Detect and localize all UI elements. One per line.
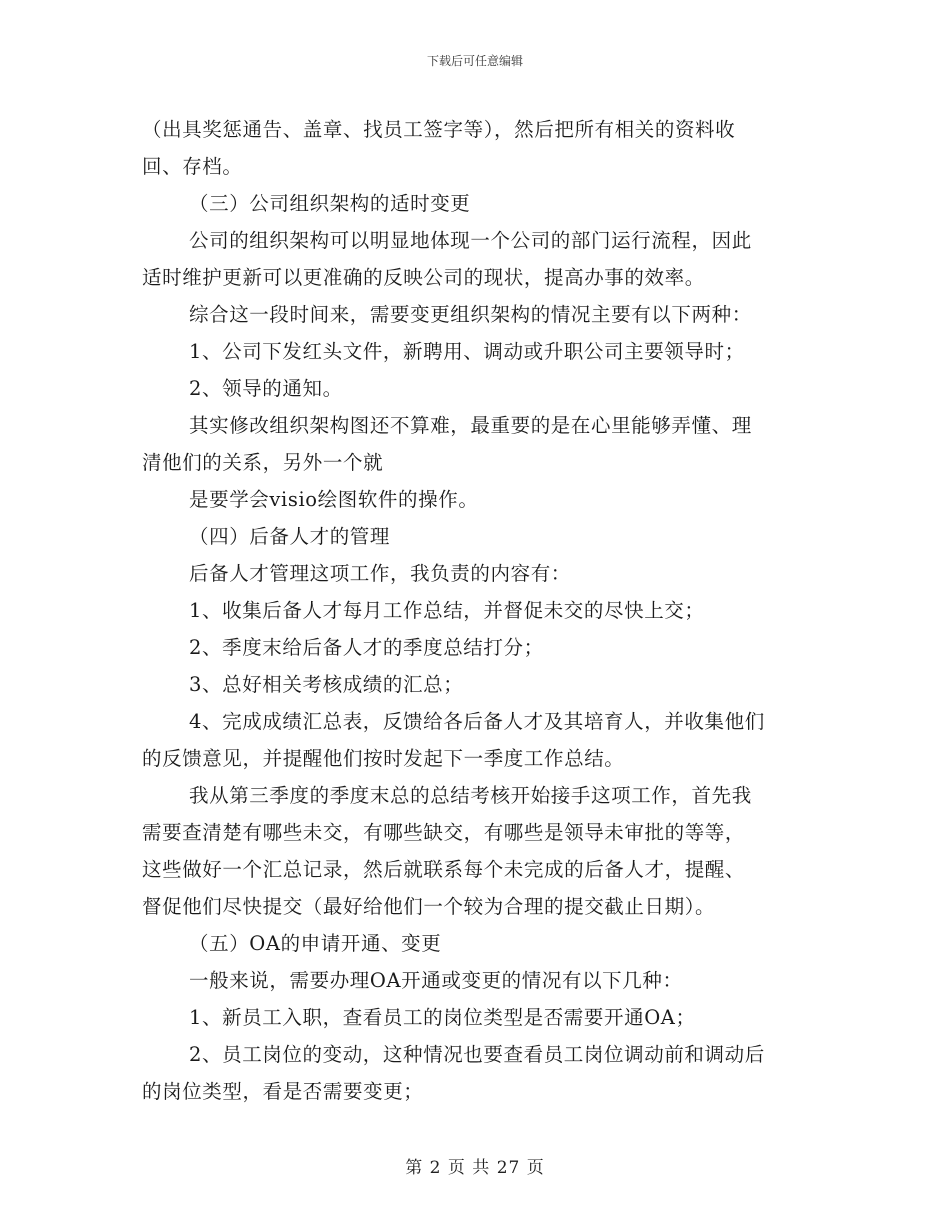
paragraph-line: 督促他们尽快提交（最好给他们一个较为合理的提交截止日期）。: [142, 895, 716, 918]
section-heading: （五）OA的申请开通、变更: [189, 932, 442, 955]
paragraph-line: （出具奖惩通告、盖章、找员工签字等），然后把所有相关的资料收: [142, 118, 736, 141]
list-item: 2、季度末给后备人才的季度总结打分；: [189, 636, 544, 659]
list-item: 1、新员工入职，查看员工的岗位类型是否需要开通OA；: [189, 1006, 696, 1029]
paragraph-line: 的反馈意见，并提醒他们按时发起下一季度工作总结。: [142, 747, 625, 770]
paragraph-line: 清他们的关系，另外一个就: [142, 451, 384, 474]
paragraph-line: 这些做好一个汇总记录，然后就联系每个未完成的后备人才，提醒、: [142, 858, 746, 881]
list-item: 3、总好相关考核成绩的汇总；: [189, 673, 464, 696]
list-item: 2、员工岗位的变动，这种情况也要查看员工岗位调动前和调动后: [189, 1043, 765, 1066]
paragraph-line: 的岗位类型，看是否需要变更；: [142, 1080, 424, 1103]
paragraph-line: 需要查清楚有哪些未交，有哪些缺交，有哪些是领导未审批的等等，: [142, 821, 746, 844]
paragraph-line: 综合这一段时间来，需要变更组织架构的情况主要有以下两种：: [189, 303, 752, 326]
paragraph-line: 后备人才管理这项工作，我负责的内容有：: [189, 562, 571, 585]
list-item: 1、收集后备人才每月工作总结，并督促未交的尽快上交；: [189, 599, 705, 622]
list-item: 1、公司下发红头文件，新聘用、调动或升职公司主要领导时；: [189, 340, 745, 363]
page-header: 下载后可任意编辑: [426, 54, 523, 68]
section-heading: （四）后备人才的管理: [189, 525, 391, 548]
paragraph-line: 公司的组织架构可以明显地体现一个公司的部门运行流程，因此: [189, 229, 752, 252]
paragraph-line: 适时维护更新可以更准确的反映公司的现状，提高办事的效率。: [142, 266, 705, 289]
page-number: 第 2 页 共 27 页: [405, 1158, 545, 1178]
paragraph-line: 一般来说，需要办理OA开通或变更的情况有以下几种：: [189, 969, 683, 992]
paragraph-line: 其实修改组织架构图还不算难，最重要的是在心里能够弄懂、理: [189, 414, 752, 437]
document-body: [142, 111, 810, 1110]
paragraph-line: 是要学会visio绘图软件的操作。: [189, 488, 479, 511]
list-item: 2、领导的通知。: [189, 377, 343, 400]
section-heading: （三）公司组织架构的适时变更: [189, 192, 471, 215]
paragraph-line: 我从第三季度的季度末总的总结考核开始接手这项工作，首先我: [189, 784, 752, 807]
paragraph-line: 回、存档。: [142, 155, 243, 178]
list-item: 4、完成成绩汇总表，反馈给各后备人才及其培育人，并收集他们: [189, 710, 765, 733]
